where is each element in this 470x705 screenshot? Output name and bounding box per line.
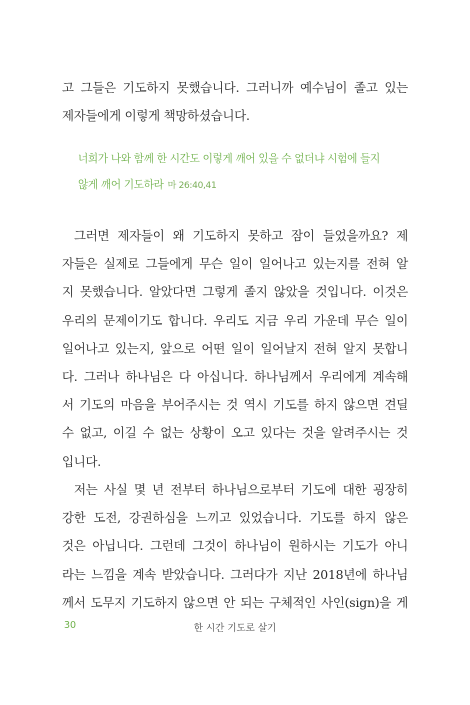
- scripture-quote: [78, 146, 396, 198]
- page-number: 30: [64, 620, 77, 631]
- running-footer-title: 한 시간 기도로 살기: [193, 623, 277, 634]
- text-line: 우리의 문제이기도 합니다. 우리도 지금 우리 가운데 무슨 일이: [62, 312, 408, 328]
- text-line: 저는 사실 몇 년 전부터 하나님으로부터 기도에 대한 굉장히: [74, 482, 408, 497]
- body-paragraph-2: [62, 476, 408, 617]
- text-line: 입니다.: [62, 453, 102, 469]
- text-line: 께서 도무지 기도하지 않으면 안 되는 구체적인 사인(sign)을 게: [62, 594, 408, 610]
- text-line: 수 없고, 이길 수 없는 상황이 오고 있다는 것을 알려주시는 것: [62, 425, 408, 441]
- verse-line: [78, 172, 396, 198]
- text-line: 제자들에게 이렇게 책망하셨습니다.: [62, 108, 250, 124]
- body-paragraph-1: [62, 222, 408, 476]
- verse-text: 않게 깨어 기도하라: [78, 179, 164, 191]
- text-line: 고 그들은 기도하지 못했습니다. 그러니까 예수님이 졸고 있는: [62, 80, 408, 95]
- text-line: 강한 도전, 강권하심을 느끼고 있었습니다. 기도를 하지 않은: [62, 510, 408, 526]
- text-line: 것은 아닙니다. 그런데 그것이 하나님이 원하시는 기도가 아니: [62, 538, 408, 554]
- text-line: 다. 그러나 하나님은 다 아십니다. 하나님께서 우리에게 계속해: [62, 368, 408, 384]
- text-line: 서 기도의 마음을 부어주시는 것 역시 기도를 하지 않으면 견딜: [62, 397, 408, 413]
- text-line: 지 못했습니다. 알았다면 그렇게 졸지 않았을 것입니다. 이것은: [62, 284, 408, 300]
- text-line: 자들은 실제로 그들에게 무슨 일이 일어나고 있는지를 전혀 알: [62, 256, 408, 272]
- verse-reference: 마 26:40,41: [167, 181, 217, 191]
- verse-line: 너희가 나와 함께 한 시간도 이렇게 깨어 있을 수 없더냐 시험에 들지: [78, 153, 380, 165]
- text-line: 그러면 제자들이 왜 기도하지 못하고 잠이 들었을까요? 제: [74, 228, 408, 243]
- top-paragraph: [62, 74, 408, 130]
- text-line: 일어나고 있는지, 앞으로 어떤 일이 일어날지 전혀 알지 못합니: [62, 340, 408, 356]
- text-line: 라는 느낌을 계속 받았습니다. 그러다가 지난 2018년에 하나님: [62, 566, 408, 582]
